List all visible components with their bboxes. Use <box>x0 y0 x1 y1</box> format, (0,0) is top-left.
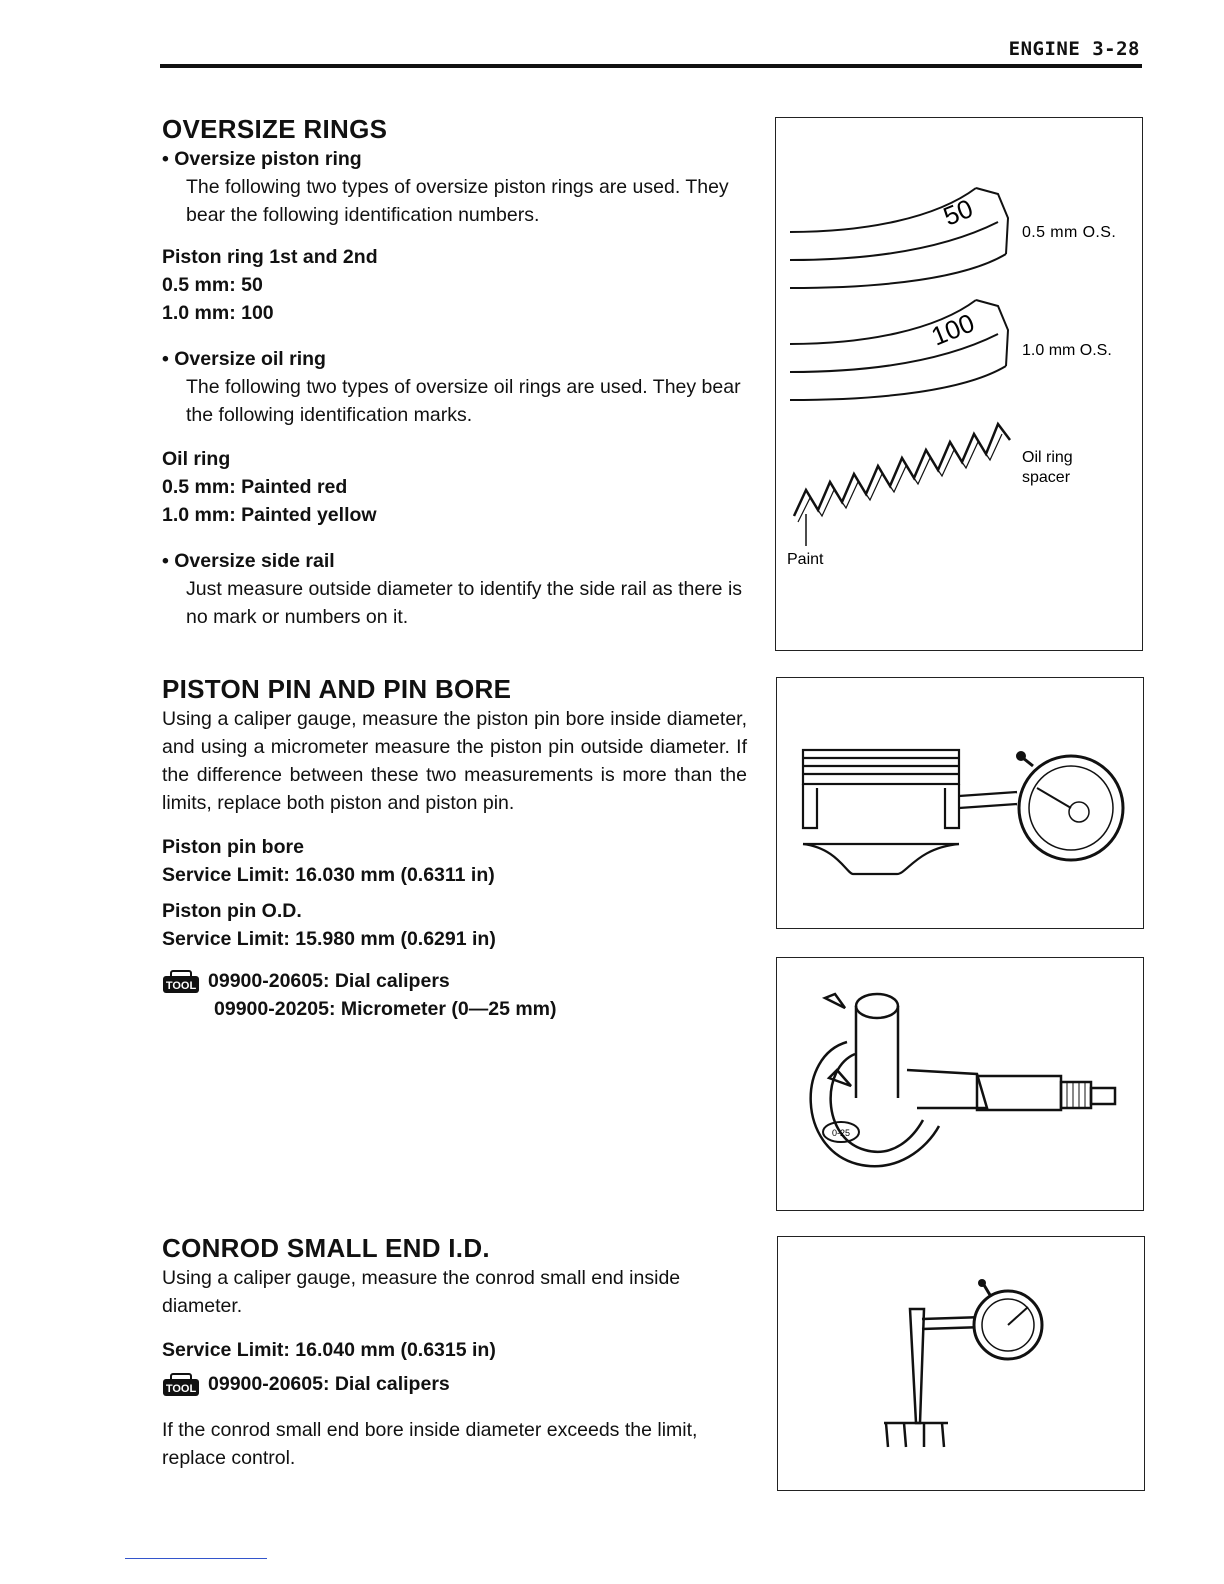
oversize-oil-ring-bullet: • Oversize oil ring <box>162 348 326 370</box>
label-spacer: spacer <box>1022 469 1071 486</box>
conrod-footer-text: If the conrod small end bore inside diameter exceeds the limit, replace control. <box>162 1419 698 1469</box>
piston-pin-od-title: Piston pin O.D. <box>162 900 302 922</box>
oversize-side-rail-text: Just measure outside diameter to identify the side rail as there is no mark or numbers on it. <box>186 578 743 628</box>
piston-ring-spec-10: 1.0 mm: 100 <box>162 302 274 324</box>
ring-100-drawing <box>790 300 1008 400</box>
oil-ring-spec-10: 1.0 mm: Painted yellow <box>162 504 377 526</box>
piston-ring-spec-05: 0.5 mm: 50 <box>162 274 263 296</box>
oil-ring-spacer-inner <box>798 434 1002 522</box>
label-10-os: 1.0 mm O.S. <box>1022 342 1112 359</box>
tool-1-label: 09900-20605: Dial calipers <box>208 970 450 992</box>
oversize-piston-ring-text: The following two types of oversize piston rings are used. They bear the following identification numbers. <box>186 176 729 226</box>
oversize-side-rail-bullet: • Oversize side rail <box>162 550 335 572</box>
oversize-piston-ring-bullet: • Oversize piston ring <box>162 148 362 170</box>
label-oil-ring: Oil ring <box>1022 449 1073 466</box>
oversize-rings-figure <box>775 117 1143 651</box>
piston-gauge-illustration <box>777 678 1143 928</box>
piston-pin-tool-2: 09900-20205: Micrometer (0—25 mm) <box>214 998 557 1020</box>
oversize-rings-section <box>162 114 747 631</box>
oversize-rings-title: OVERSIZE RINGS <box>162 114 388 144</box>
oil-ring-spacer-drawing <box>794 424 1010 516</box>
piston-pin-text: Using a caliper gauge, measure the piston pin bore inside diameter, and using a micrometer measure the piston pin outside diameter. If the difference between these two measurements is more than the limits, replace both piston and piston pin. <box>162 708 747 814</box>
micrometer-figure <box>776 957 1144 1211</box>
piston-pin-bore-title: Piston pin bore <box>162 836 304 858</box>
label-paint: Paint <box>787 551 824 568</box>
piston-bore-figure <box>776 677 1144 929</box>
rings-illustration <box>776 118 1142 650</box>
ring-50-drawing <box>790 188 1008 288</box>
ring-mark-100: 100 <box>927 307 979 352</box>
tool-icon <box>162 970 200 994</box>
piston-ring-spec-title: Piston ring 1st and 2nd <box>162 246 378 268</box>
footer-line <box>125 1558 267 1559</box>
piston-pin-section <box>162 674 747 1023</box>
piston-pin-od-limit: Service Limit: 15.980 mm (0.6291 in) <box>162 928 496 950</box>
conrod-text: Using a caliper gauge, measure the conrod small end inside diameter. <box>162 1267 681 1317</box>
oil-ring-spec-05: 0.5 mm: Painted red <box>162 476 348 498</box>
micrometer-illustration <box>777 958 1143 1210</box>
svg-text:TOOL: TOOL <box>165 1382 197 1395</box>
page-header: ENGINE 3-28 <box>1008 38 1140 60</box>
conrod-gauge-illustration <box>778 1237 1144 1490</box>
ring-mark-50: 50 <box>939 192 978 232</box>
piston-pin-tool-1 <box>162 967 747 995</box>
oversize-oil-ring-text: The following two types of oversize oil rings are used. They bear the following identification marks. <box>186 376 741 426</box>
conrod-tool-1 <box>162 1370 747 1398</box>
micrometer-scale-label: 0-25 <box>831 1128 851 1138</box>
svg-text:TOOL: TOOL <box>165 979 197 992</box>
header-rule <box>160 64 1142 68</box>
conrod-section <box>162 1233 747 1472</box>
tool-icon <box>162 1373 200 1397</box>
oil-ring-spec-title: Oil ring <box>162 448 231 470</box>
conrod-figure <box>777 1236 1145 1491</box>
conrod-title: CONROD SMALL END I.D. <box>162 1233 490 1263</box>
conrod-limit: Service Limit: 16.040 mm (0.6315 in) <box>162 1339 496 1361</box>
piston-pin-bore-limit: Service Limit: 16.030 mm (0.6311 in) <box>162 864 495 886</box>
piston-pin-title: PISTON PIN AND PIN BORE <box>162 674 512 704</box>
label-05-os: 0.5 mm O.S. <box>1022 224 1117 241</box>
conrod-tool-1-label: 09900-20605: Dial calipers <box>208 1373 450 1395</box>
